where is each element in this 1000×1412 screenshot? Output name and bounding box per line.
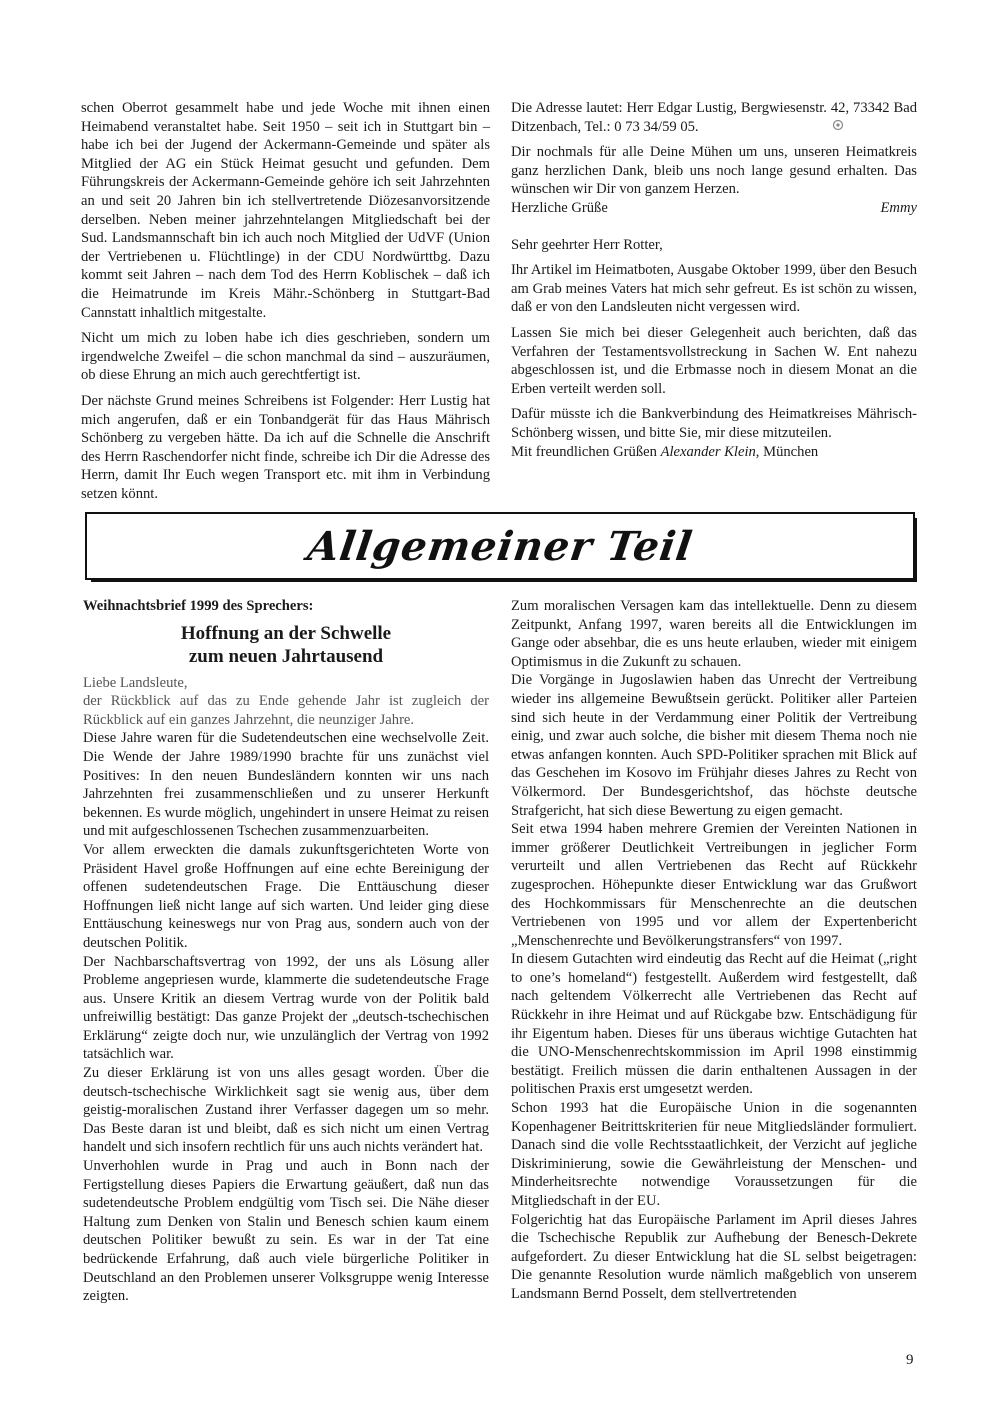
paragraph: Die Vorgänge in Jugoslawien haben das Unrecht der Vertreibung wieder ins allgemeine Bewußtsein gerückt. Politiker aller Parteien sind sich heute in der Verdammung einer Politik der Vertreibung einig, und zwar auch solche, die bisher mit diesem Thema noch nie etwas anfangen konnten. Auch SPD-Politiker sprachen mit Blick auf das Geschehen im Kosovo im Frühjahr dieses Jahres zu Recht von Völkermord. Der Bundesgerichtshof, das höchste deutsche Strafgericht, hat sich diese Bewertung zu eigen gemacht. <box>511 672 917 819</box>
paragraph: Der Nachbarschaftsvertrag von 1992, der uns als Lösung aller Probleme angepriesen wurde, klammerte die sudetendeutsche Frage aus. Unsere Kritik an diesem Vertrag wurde von der Politik bald unfreiwillig bestätigt: Das ganze Projekt der „deutsch-tschechischen Erklärung“ zeigte doch nur, wie unzulänglich der Vertrag von 1992 tatsächlich war. <box>83 953 489 1063</box>
sign-off <box>511 443 917 462</box>
headline-line: zum neuen Jahrtausend <box>188 645 384 667</box>
letter-paragraph: Dafür müsste ich die Bankverbindung des Heimatkreises Mährisch-Schönberg wissen, und bitte Sie, mir diese mitzuteilen. <box>511 406 917 441</box>
article-kicker: Weihnachtsbrief 1999 des Sprechers: <box>83 598 314 614</box>
paragraph: Nicht um mich zu loben habe ich dies geschrieben, sondern um irgendwelche Zweifel – die schon manchmal da sind – auszuräumen, ob diese Ehrung an mich auch gerechtfertigt ist. <box>81 330 490 384</box>
article-left-column <box>83 597 489 1306</box>
paragraph: Unverhohlen wurde in Prag und auch in Bonn nach der Fertigstellung dieses Papiers die Erwartung geäußert, daß nun das sudetendeutsche Problem endgültig vom Tisch sei. Die Nähe dieser Haltung zum Denken von Stalin und Benesch schien kaum einem deutschen Politiker bewußt zu sein. Es war in der Tat eine bedrückende Erfahrung, daß auch viele bürgerliche Politiker in Deutschland an den Problemen unserer Volksgruppe wenig Interesse zeigten. <box>83 1158 489 1305</box>
section-banner <box>85 512 915 580</box>
paragraph: Zu dieser Erklärung ist von uns alles gesagt worden. Über die deutsch-tschechische Wirklichkeit sagt sie wenig aus, über dem geistig-moralischen Zustand ihrer Verfasser dagegen um so mehr. Das Beste daran ist und bleibt, daß es sich nicht um einen Vertrag handelt und sich insofern rechtlich für uns auch nichts verändert hat. <box>83 1065 489 1156</box>
section-title: Allgemeiner Teil <box>304 522 696 570</box>
article-headline <box>83 622 489 668</box>
sign-off-prefix: Mit freundlichen Grüßen <box>511 443 657 460</box>
page-number: 9 <box>906 1352 914 1368</box>
letter-paragraph: Lassen Sie mich bei dieser Gelegenheit auch berichten, daß das Verfahren der Testamentsvollstreckung in Sachen W. Ent nahezu abgeschlossen ist, und die Erbmasse noch in diesem Monat an die Erben verteilt werden soll. <box>511 324 917 397</box>
headline-line: Hoffnung an der Schwelle <box>180 622 392 644</box>
top-right-column <box>511 99 917 461</box>
closing-text: Herzliche Grüße <box>511 199 608 216</box>
sign-off-city: München <box>763 443 819 460</box>
paragraph: Schon 1993 hat die Europäische Union in die sogenannten Kopenhagener Beitrittskriterien für neue Mitgliedsländer formuliert. Danach sind die volle Rechtsstaatlichkeit, der Verzicht auf jegliche Diskriminierung, sowie die Gewährleistung der Menschen- und Minderheitsrechte notwendige Voraussetzungen für die Mitgliedschaft in der EU. <box>511 1100 917 1209</box>
paragraph: Seit etwa 1994 haben mehrere Gremien der Vereinten Nationen in immer größerer Deutlichkeit Vertreibungen in jeglicher Form verurteilt und allen Vertriebenen das Recht auf Rückkehr zugesprochen. Höhepunkte dieser Entwicklung war das Grußwort des Hochkommissars für Menschenrechte an die deutschen Vertriebenen von 1995 und vor allem der Expertenbericht „Menschenrechte und Bevölkerungstransfers“ von 1997. <box>511 821 917 949</box>
paragraph: schen Oberrot gesammelt habe und jede Woche mit ihnen einen Heimabend veranstaltet habe. Seit 1950 – seit ich in Stuttgart bin – habe ich bei der Jugend der Ackermann-Gemeinde und später als Mitglied der AG ein Stück Heimat gesucht und gefunden. Dem Führungskreis der Ackermann-Gemeinde gehöre ich seit Jahrzehnten an und seit 20 Jahren bin ich stellvertretende Diözesanvorsitzende derselben. Neben meiner jahrzehntelangen Mitgliedschaft bei der Sud. Landsmannschaft bin ich auch noch Mitglied der UdVF (Union der Vertriebenen u. Flüchtlinge) in der CDU Nordwürttbg. Dazu kommt seit Jahren – nach dem Tod des Herrn Koblischek – daß ich die Heimatrunde im Kreis Mähr.-Schönberg in Stuttgart-Bad Cannstatt inhaltlich mitgestalte. <box>81 100 490 321</box>
article-right-column <box>511 597 917 1304</box>
greeting: Liebe Landsleute, <box>83 674 188 691</box>
signature-row <box>511 199 917 218</box>
intro-paragraph: der Rückblick auf das zu Ende gehende Jahr ist zugleich der Rückblick auf ein ganzes Jahrzehnt, die neunziger Jahre. <box>83 693 489 728</box>
paragraph: In diesem Gutachten wird eindeutig das Recht auf die Heimat („right to one’s homeland“) festgestellt. Außerdem wird festgestellt, daß nach geltendem Völkerrecht alle Vertriebenen das Recht auf Rückkehr in ihre Heimat und auf Rückgabe bzw. Entschädigung für ihr Eigentum haben. Dieses für uns überaus wichtige Gutachten hat die UNO-Menschenrechtskommission im April 1998 einstimmig bestätigt. Freilich müssen die darin enthaltenen Aussagen in der politischen Praxis erst umgesetzt werden. <box>511 951 917 1098</box>
letter-paragraph: Ihr Artikel im Heimatboten, Ausgabe Oktober 1999, über den Besuch am Grab meines Vaters hat mich sehr gefreut. Es ist schön zu wissen, daß er von den Landsleuten nicht vergessen wird. <box>511 262 917 316</box>
paragraph: Der nächste Grund meines Schreibens ist Folgender: Herr Lustig hat mich angerufen, daß er ein Tonbandgerät für das Haus Mährisch Schönberg zu vergeben hätte. Da ich auf die Schnelle die Anschrift des Herrn Raschendorfer nicht finde, schreibe ich Dir die Adresse des Herrn, damit Ihr Euch wegen Transport etc. mit ihm in Verbindung setzen könnt. <box>81 392 490 502</box>
top-left-column <box>81 99 490 503</box>
thanks-paragraph: Dir nochmals für alle Deine Mühen um uns, unseren Heimatkreis ganz herzlichen Dank, bleib uns noch lange gesund erhalten. Das wünschen wir Dir von ganzem Herzen. <box>511 144 917 198</box>
salutation: Sehr geehrter Herr Rotter, <box>511 236 663 253</box>
paragraph: Diese Jahre waren für die Sudetendeutschen eine wechselvolle Zeit. Die Wende der Jahre 1989/1990 brachte für uns zunächst viel Positives: In den neuen Bundesländern konnten wir uns nach Jahrzehnten frei zusammenschließen und zu unserer Herkunft bekennen. Es wurde möglich, ungehindert in unsere Heimat zu reisen und mit aufgeschlossenen Tschechen zusammenzuarbeiten. <box>83 730 489 840</box>
address-paragraph: Die Adresse lautet: Herr Edgar Lustig, Bergwiesenstr. 42, 73342 Bad Ditzenbach, Tel.: 0 73 34/59 05. <box>511 100 917 135</box>
paragraph: Vor allem erweckten die damals zukunftsgerichteten Worte von Präsident Havel große Hoffnungen auf eine echte Bereinigung der offenen sudetendeutschen Frage. Die Enttäuschung dieser Hoffnungen ließ nicht lange auf sich warten. Und leider ging diese Enttäuschung keineswegs nur von Prag aus, sondern auch von der deutschen Politik. <box>83 841 489 951</box>
paragraph: Folgerichtig hat das Europäische Parlament im April dieses Jahres die Tschechische Republik zur Aufhebung der Benesch-Dekrete aufgefordert. Zu dieser Entwicklung hat die SL selbst beigetragen: Die genannte Resolution wurde nämlich maßgeblich von unserem Landsmann Bernd Posselt, dem stellvertretenden <box>511 1211 917 1302</box>
scan-mark-icon <box>832 119 844 131</box>
sign-off-name: Alexander Klein, <box>660 443 760 460</box>
signature-name: Emmy <box>880 199 917 216</box>
paragraph: Zum moralischen Versagen kam das intellektuelle. Denn zu diesem Zeitpunkt, Anfang 1997, waren bereits all die Entwicklungen im Gange oder absehbar, die es uns heute erlauben, wieder mit einigem Optimismus in die Zukunft zu schauen. <box>511 598 917 670</box>
